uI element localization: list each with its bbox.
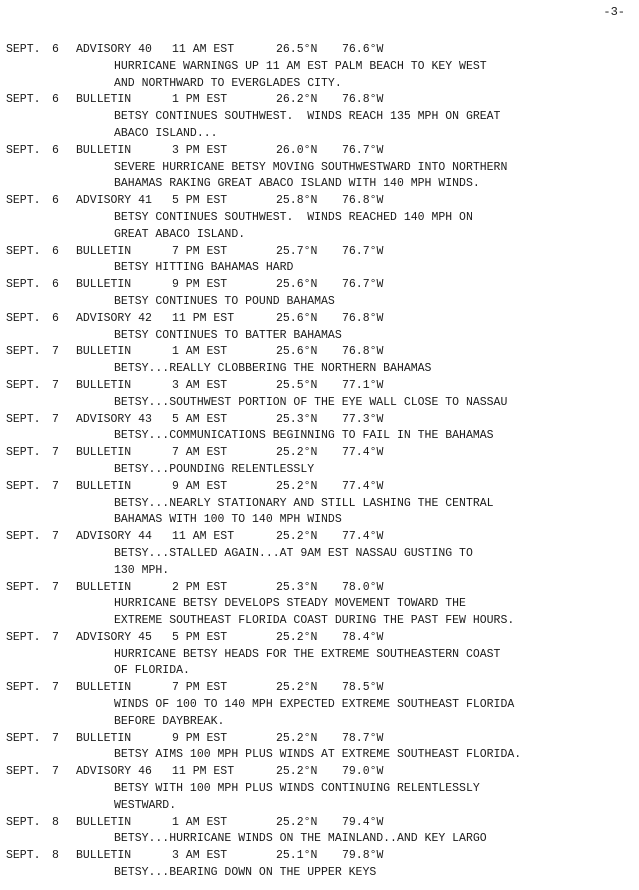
entry-day: 7 bbox=[52, 479, 59, 493]
entry-longitude: 77.4°W bbox=[342, 479, 384, 493]
entry-longitude: 76.8°W bbox=[342, 345, 384, 359]
entry-day: 6 bbox=[52, 244, 59, 258]
entry-latitude: 25.6°N bbox=[276, 278, 318, 292]
entry-header bbox=[6, 42, 626, 59]
entry-time: 3 PM EST bbox=[172, 143, 228, 157]
entry-time: 3 AM EST bbox=[172, 849, 228, 863]
entry-day: 7 bbox=[52, 412, 59, 426]
entry-time: 5 AM EST bbox=[172, 412, 228, 426]
entry-time: 9 PM EST bbox=[172, 278, 228, 292]
entry-time: 1 AM EST bbox=[172, 815, 228, 829]
entry-type: ADVISORY 40 bbox=[76, 43, 152, 56]
entry-longitude: 79.8°W bbox=[342, 849, 384, 863]
entry-latitude: 25.2°N bbox=[276, 765, 318, 779]
advisory-entry bbox=[6, 378, 626, 412]
entry-latitude: 25.2°N bbox=[276, 446, 318, 460]
entry-day: 6 bbox=[52, 278, 59, 292]
entry-longitude: 77.4°W bbox=[342, 530, 384, 544]
entry-latitude: 25.1°N bbox=[276, 849, 318, 863]
entry-latitude: 25.8°N bbox=[276, 194, 318, 208]
entry-time: 1 AM EST bbox=[172, 345, 228, 359]
entry-day: 6 bbox=[52, 93, 59, 107]
advisory-entry bbox=[6, 445, 626, 479]
entry-type: ADVISORY 43 bbox=[76, 412, 152, 426]
entry-latitude: 26.2°N bbox=[276, 93, 318, 107]
advisory-entry bbox=[6, 630, 626, 680]
entry-latitude: 25.7°N bbox=[276, 244, 318, 258]
advisory-entry bbox=[6, 244, 626, 278]
entry-type: BULLETIN bbox=[76, 244, 132, 258]
entry-description: HURRICANE WARNINGS UP 11 AM EST PALM BEACH TO KEY WEST AND NORTHWARD TO EVERGLADES CITY. bbox=[114, 59, 487, 90]
advisory-entry bbox=[6, 143, 626, 193]
entry-time: 11 AM EST bbox=[172, 43, 235, 56]
entry-latitude: 25.6°N bbox=[276, 311, 318, 325]
advisory-entry bbox=[6, 344, 626, 378]
entry-header bbox=[6, 479, 626, 496]
entry-time: 11 AM EST bbox=[172, 530, 235, 544]
entry-description: HURRICANE BETSY HEADS FOR THE EXTREME SOUTHEASTERN COAST OF FLORIDA. bbox=[114, 647, 501, 678]
entry-header bbox=[6, 529, 626, 546]
entry-longitude: 76.8°W bbox=[342, 93, 384, 107]
entry-time: 7 AM EST bbox=[172, 446, 228, 460]
entry-header bbox=[6, 580, 626, 597]
entry-latitude: 25.5°N bbox=[276, 378, 318, 392]
entry-type: BULLETIN bbox=[76, 849, 132, 863]
entry-header bbox=[6, 764, 626, 781]
entry-type: BULLETIN bbox=[76, 143, 132, 157]
entry-type: BULLETIN bbox=[76, 731, 132, 745]
entry-header bbox=[6, 412, 626, 429]
entry-latitude: 25.2°N bbox=[276, 681, 318, 695]
entry-month: SEPT. bbox=[6, 412, 41, 426]
entry-latitude: 25.2°N bbox=[276, 479, 318, 493]
advisory-entry bbox=[6, 680, 626, 730]
entry-description: BETSY...HURRICANE WINDS ON THE MAINLAND..AND KEY LARGO bbox=[114, 832, 487, 846]
entry-description: BETSY...BEARING DOWN ON THE UPPER KEYS bbox=[114, 866, 377, 880]
entry-time: 3 AM EST bbox=[172, 378, 228, 392]
entry-type: ADVISORY 45 bbox=[76, 630, 152, 644]
entry-longitude: 76.8°W bbox=[342, 194, 384, 208]
entry-description: SEVERE HURRICANE BETSY MOVING SOUTHWESTWARD INTO NORTHERN BAHAMAS RAKING GREAT ABACO ISLAND WITH 140 MPH WINDS. bbox=[114, 160, 508, 191]
entry-description: WINDS OF 100 TO 140 MPH EXPECTED EXTREME SOUTHEAST FLORIDA BEFORE DAYBREAK. bbox=[114, 698, 515, 728]
entry-longitude: 77.1°W bbox=[342, 378, 384, 392]
entry-header bbox=[6, 344, 626, 361]
entry-description: BETSY CONTINUES SOUTHWEST. WINDS REACHED 140 MPH ON GREAT ABACO ISLAND. bbox=[114, 210, 473, 241]
entry-longitude: 76.6°W bbox=[342, 43, 384, 56]
entry-day: 6 bbox=[52, 311, 59, 325]
advisory-entry bbox=[6, 412, 626, 446]
entry-day: 6 bbox=[52, 143, 59, 157]
advisory-entry bbox=[6, 815, 626, 849]
entry-type: ADVISORY 44 bbox=[76, 530, 152, 544]
advisory-entry bbox=[6, 580, 626, 630]
entry-latitude: 26.0°N bbox=[276, 143, 318, 157]
advisory-entry bbox=[6, 764, 626, 814]
entry-longitude: 79.0°W bbox=[342, 765, 384, 779]
entry-latitude: 25.2°N bbox=[276, 815, 318, 829]
entry-month: SEPT. bbox=[6, 143, 41, 157]
entry-latitude: 25.2°N bbox=[276, 530, 318, 544]
entry-header bbox=[6, 92, 626, 109]
page-number: -3- bbox=[603, 5, 625, 19]
entry-day: 8 bbox=[52, 815, 59, 829]
entry-day: 7 bbox=[52, 580, 59, 594]
entry-time: 5 PM EST bbox=[172, 630, 228, 644]
entry-month: SEPT. bbox=[6, 630, 41, 644]
entry-month: SEPT. bbox=[6, 378, 41, 392]
entry-month: SEPT. bbox=[6, 731, 41, 745]
entry-longitude: 76.7°W bbox=[342, 278, 384, 292]
entry-day: 7 bbox=[52, 530, 59, 544]
entry-type: BULLETIN bbox=[76, 378, 132, 392]
entry-description: BETSY...STALLED AGAIN...AT 9AM EST NASSAU GUSTING TO 130 MPH. bbox=[114, 546, 473, 577]
entry-month: SEPT. bbox=[6, 93, 41, 107]
entry-description: BETSY HITTING BAHAMAS HARD bbox=[114, 261, 294, 275]
entry-latitude: 25.2°N bbox=[276, 731, 318, 745]
entry-day: 7 bbox=[52, 446, 59, 460]
entry-description: BETSY...NEARLY STATIONARY AND STILL LASHING THE CENTRAL BAHAMAS WITH 100 TO 140 MPH WINDS bbox=[114, 496, 494, 527]
entry-time: 2 PM EST bbox=[172, 580, 228, 594]
entry-day: 7 bbox=[52, 345, 59, 359]
entry-type: BULLETIN bbox=[76, 278, 132, 292]
advisory-entry bbox=[6, 848, 626, 882]
entry-day: 7 bbox=[52, 731, 59, 745]
entry-header bbox=[6, 815, 626, 832]
entry-day: 7 bbox=[52, 378, 59, 392]
entry-day: 6 bbox=[52, 194, 59, 208]
entry-header bbox=[6, 630, 626, 647]
entry-longitude: 78.0°W bbox=[342, 580, 384, 594]
entry-type: BULLETIN bbox=[76, 580, 132, 594]
entry-day: 8 bbox=[52, 849, 59, 863]
entry-description: BETSY AIMS 100 MPH PLUS WINDS AT EXTREME SOUTHEAST FLORIDA. bbox=[114, 748, 522, 762]
entry-header bbox=[6, 143, 626, 160]
entry-month: SEPT. bbox=[6, 311, 41, 325]
entry-type: BULLETIN bbox=[76, 681, 132, 695]
entry-time: 11 PM EST bbox=[172, 765, 235, 779]
entry-month: SEPT. bbox=[6, 849, 41, 863]
entry-description: BETSY CONTINUES TO BATTER BAHAMAS bbox=[114, 328, 342, 342]
entry-longitude: 79.4°W bbox=[342, 815, 384, 829]
entry-month: SEPT. bbox=[6, 194, 41, 208]
entry-header bbox=[6, 311, 626, 328]
entry-longitude: 76.8°W bbox=[342, 311, 384, 325]
entry-header bbox=[6, 731, 626, 748]
entry-type: ADVISORY 46 bbox=[76, 765, 152, 779]
entry-longitude: 77.3°W bbox=[342, 412, 384, 426]
entry-time: 1 PM EST bbox=[172, 93, 228, 107]
entry-month: SEPT. bbox=[6, 815, 41, 829]
entry-header bbox=[6, 193, 626, 210]
entry-description: BETSY CONTINUES SOUTHWEST. WINDS REACH 135 MPH ON GREAT ABACO ISLAND... bbox=[114, 110, 501, 140]
entry-type: BULLETIN bbox=[76, 446, 132, 460]
entry-description: HURRICANE BETSY DEVELOPS STEADY MOVEMENT TOWARD THE EXTREME SOUTHEAST FLORIDA COAST DURING THE PAST FEW HOURS. bbox=[114, 597, 515, 628]
advisory-entry bbox=[6, 479, 626, 529]
entry-longitude: 77.4°W bbox=[342, 446, 384, 460]
entry-latitude: 25.3°N bbox=[276, 580, 318, 594]
entry-longitude: 78.5°W bbox=[342, 681, 384, 695]
entry-time: 9 PM EST bbox=[172, 731, 228, 745]
entry-month: SEPT. bbox=[6, 530, 41, 544]
entry-month: SEPT. bbox=[6, 479, 41, 493]
entry-longitude: 78.7°W bbox=[342, 731, 384, 745]
advisory-entry bbox=[6, 731, 626, 765]
entry-header bbox=[6, 277, 626, 294]
entry-latitude: 25.6°N bbox=[276, 345, 318, 359]
entry-month: SEPT. bbox=[6, 278, 41, 292]
entry-type: BULLETIN bbox=[76, 815, 132, 829]
entry-longitude: 76.7°W bbox=[342, 143, 384, 157]
entry-type: BULLETIN bbox=[76, 479, 132, 493]
entry-month: SEPT. bbox=[6, 43, 41, 56]
entry-description: BETSY...SOUTHWEST PORTION OF THE EYE WALL CLOSE TO NASSAU bbox=[114, 395, 508, 409]
entry-time: 5 PM EST bbox=[172, 194, 228, 208]
entry-description: BETSY WITH 100 MPH PLUS WINDS CONTINUING RELENTLESSLY WESTWARD. bbox=[114, 782, 480, 812]
entry-header bbox=[6, 680, 626, 697]
entry-month: SEPT. bbox=[6, 446, 41, 460]
advisory-entry bbox=[6, 193, 626, 243]
entry-time: 7 PM EST bbox=[172, 681, 228, 695]
entry-longitude: 78.4°W bbox=[342, 630, 384, 644]
entry-description: BETSY...POUNDING RELENTLESSLY bbox=[114, 462, 315, 476]
advisory-entry bbox=[6, 529, 626, 579]
entry-type: ADVISORY 41 bbox=[76, 194, 152, 208]
entry-time: 9 AM EST bbox=[172, 479, 228, 493]
entry-header bbox=[6, 244, 626, 261]
entry-type: BULLETIN bbox=[76, 93, 132, 107]
entry-time: 7 PM EST bbox=[172, 244, 228, 258]
entry-month: SEPT. bbox=[6, 580, 41, 594]
entry-day: 7 bbox=[52, 630, 59, 644]
advisory-entry bbox=[6, 92, 626, 142]
entry-latitude: 25.2°N bbox=[276, 630, 318, 644]
advisory-entry bbox=[6, 277, 626, 311]
entry-header bbox=[6, 378, 626, 395]
entry-description: BETSY CONTINUES TO POUND BAHAMAS bbox=[114, 294, 335, 308]
advisory-entry bbox=[6, 311, 626, 345]
entry-day: 7 bbox=[52, 765, 59, 779]
entry-latitude: 25.3°N bbox=[276, 412, 318, 426]
entry-month: SEPT. bbox=[6, 681, 41, 695]
entry-day: 7 bbox=[52, 681, 59, 695]
entry-longitude: 76.7°W bbox=[342, 244, 384, 258]
advisory-log bbox=[6, 42, 626, 882]
entry-description: BETSY...COMMUNICATIONS BEGINNING TO FAIL IN THE BAHAMAS bbox=[114, 429, 494, 443]
entry-month: SEPT. bbox=[6, 765, 41, 779]
advisory-entry bbox=[6, 42, 626, 92]
entry-header bbox=[6, 848, 626, 865]
entry-month: SEPT. bbox=[6, 345, 41, 359]
entry-month: SEPT. bbox=[6, 244, 41, 258]
entry-latitude: 26.5°N bbox=[276, 43, 318, 56]
entry-header bbox=[6, 445, 626, 462]
entry-time: 11 PM EST bbox=[172, 311, 235, 325]
entry-type: BULLETIN bbox=[76, 345, 132, 359]
entry-day: 6 bbox=[52, 43, 59, 56]
entry-description: BETSY...REALLY CLOBBERING THE NORTHERN BAHAMAS bbox=[114, 362, 432, 376]
entry-type: ADVISORY 42 bbox=[76, 311, 152, 325]
